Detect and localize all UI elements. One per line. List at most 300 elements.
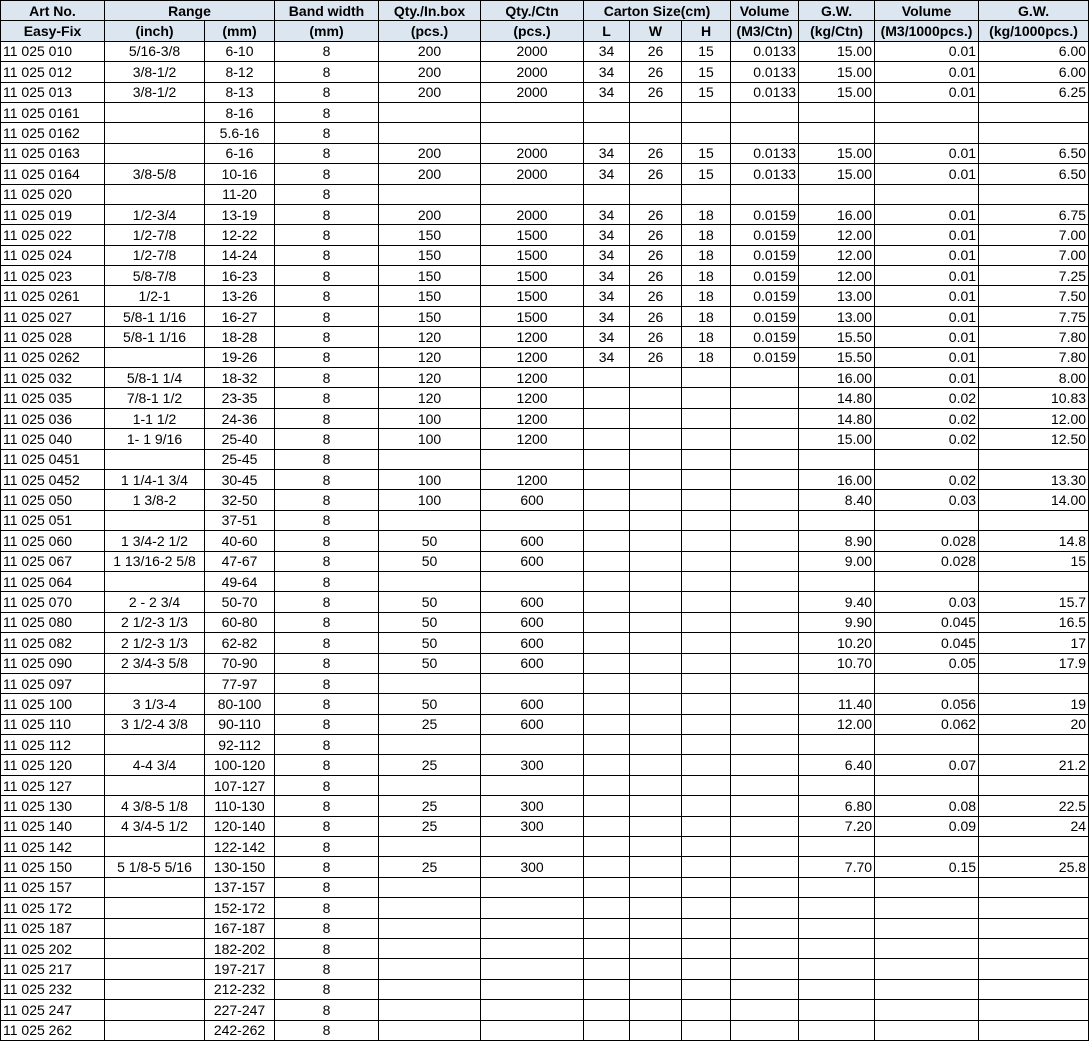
cell-qty-inbox: 100 bbox=[379, 469, 481, 489]
cell-band-width: 8 bbox=[275, 531, 379, 551]
cell-carton-h: 18 bbox=[682, 306, 731, 326]
table-row bbox=[1, 41, 1089, 61]
cell-gw-ctn: 15.00 bbox=[799, 164, 875, 184]
cell-volume-ctn bbox=[731, 938, 799, 958]
cell-carton-w bbox=[630, 408, 682, 428]
table-row bbox=[1, 673, 1089, 693]
table-row bbox=[1, 204, 1089, 224]
cell-band-width: 8 bbox=[275, 612, 379, 632]
cell-qty-inbox: 200 bbox=[379, 164, 481, 184]
header-carton-w: W bbox=[630, 21, 682, 41]
cell-carton-h: 15 bbox=[682, 62, 731, 82]
cell-volume-1000 bbox=[875, 571, 979, 591]
cell-gw-1000: 7.50 bbox=[979, 286, 1089, 306]
cell-carton-l bbox=[584, 531, 630, 551]
cell-qty-inbox bbox=[379, 571, 481, 591]
cell-range-mm: 182-202 bbox=[205, 938, 275, 958]
cell-range-inch: 1/2-7/8 bbox=[105, 225, 205, 245]
cell-carton-l bbox=[584, 633, 630, 653]
cell-art-no: 11 025 012 bbox=[1, 62, 105, 82]
cell-volume-1000: 0.028 bbox=[875, 551, 979, 571]
cell-carton-w bbox=[630, 429, 682, 449]
cell-gw-ctn bbox=[799, 837, 875, 857]
cell-carton-h: 18 bbox=[682, 266, 731, 286]
cell-carton-h bbox=[682, 571, 731, 591]
cell-volume-ctn bbox=[731, 184, 799, 204]
cell-carton-h bbox=[682, 510, 731, 530]
cell-qty-inbox: 100 bbox=[379, 429, 481, 449]
cell-volume-1000 bbox=[875, 918, 979, 938]
cell-volume-ctn bbox=[731, 816, 799, 836]
cell-band-width: 8 bbox=[275, 1020, 379, 1040]
cell-band-width: 8 bbox=[275, 368, 379, 388]
cell-volume-1000 bbox=[875, 510, 979, 530]
cell-qty-inbox bbox=[379, 735, 481, 755]
cell-carton-w: 26 bbox=[630, 306, 682, 326]
cell-band-width: 8 bbox=[275, 979, 379, 999]
cell-carton-l bbox=[584, 837, 630, 857]
cell-art-no: 11 025 110 bbox=[1, 714, 105, 734]
cell-volume-1000: 0.056 bbox=[875, 694, 979, 714]
table-row bbox=[1, 62, 1089, 82]
cell-qty-ctn: 1500 bbox=[481, 266, 584, 286]
cell-art-no: 11 025 070 bbox=[1, 592, 105, 612]
cell-volume-ctn: 0.0133 bbox=[731, 164, 799, 184]
cell-range-mm: 14-24 bbox=[205, 245, 275, 265]
cell-art-no: 11 025 035 bbox=[1, 388, 105, 408]
cell-volume-ctn bbox=[731, 979, 799, 999]
cell-carton-l bbox=[584, 1020, 630, 1040]
cell-gw-1000: 12.50 bbox=[979, 429, 1089, 449]
cell-carton-w bbox=[630, 490, 682, 510]
cell-carton-w: 26 bbox=[630, 225, 682, 245]
cell-range-inch: 1-1 1/2 bbox=[105, 408, 205, 428]
cell-carton-h bbox=[682, 775, 731, 795]
header-carton-h: H bbox=[682, 21, 731, 41]
cell-gw-1000 bbox=[979, 959, 1089, 979]
cell-volume-1000: 0.01 bbox=[875, 204, 979, 224]
table-row bbox=[1, 612, 1089, 632]
cell-art-no: 11 025 027 bbox=[1, 306, 105, 326]
cell-carton-h bbox=[682, 633, 731, 653]
table-row bbox=[1, 633, 1089, 653]
table-row bbox=[1, 327, 1089, 347]
cell-range-inch bbox=[105, 347, 205, 367]
cell-gw-ctn: 12.00 bbox=[799, 225, 875, 245]
cell-gw-ctn: 6.80 bbox=[799, 796, 875, 816]
cell-carton-l: 34 bbox=[584, 143, 630, 163]
cell-qty-inbox bbox=[379, 918, 481, 938]
cell-volume-1000: 0.15 bbox=[875, 857, 979, 877]
cell-carton-h bbox=[682, 102, 731, 122]
cell-gw-1000 bbox=[979, 918, 1089, 938]
table-row bbox=[1, 918, 1089, 938]
cell-qty-inbox bbox=[379, 959, 481, 979]
header-qty-inbox: Qty./In.box bbox=[379, 1, 481, 21]
cell-art-no: 11 025 0161 bbox=[1, 102, 105, 122]
cell-carton-w bbox=[630, 653, 682, 673]
header-band-width: Band width bbox=[275, 1, 379, 21]
cell-art-no: 11 025 050 bbox=[1, 490, 105, 510]
cell-gw-1000: 10.83 bbox=[979, 388, 1089, 408]
cell-range-mm: 18-32 bbox=[205, 368, 275, 388]
cell-volume-ctn bbox=[731, 735, 799, 755]
header-gw-ctn-unit: (kg/Ctn) bbox=[799, 21, 875, 41]
table-row bbox=[1, 143, 1089, 163]
table-row bbox=[1, 266, 1089, 286]
cell-volume-1000 bbox=[875, 877, 979, 897]
cell-carton-h: 18 bbox=[682, 347, 731, 367]
cell-range-mm: 80-100 bbox=[205, 694, 275, 714]
table-row bbox=[1, 490, 1089, 510]
cell-volume-1000: 0.01 bbox=[875, 306, 979, 326]
cell-carton-w bbox=[630, 673, 682, 693]
cell-gw-ctn: 15.00 bbox=[799, 429, 875, 449]
header-gw-1000-unit: (kg/1000pcs.) bbox=[979, 21, 1089, 41]
cell-qty-inbox: 50 bbox=[379, 551, 481, 571]
cell-band-width: 8 bbox=[275, 204, 379, 224]
cell-carton-w bbox=[630, 735, 682, 755]
cell-qty-ctn bbox=[481, 735, 584, 755]
cell-range-inch bbox=[105, 877, 205, 897]
cell-volume-ctn bbox=[731, 653, 799, 673]
cell-volume-ctn bbox=[731, 857, 799, 877]
cell-volume-ctn bbox=[731, 123, 799, 143]
cell-gw-ctn bbox=[799, 918, 875, 938]
cell-art-no: 11 025 020 bbox=[1, 184, 105, 204]
cell-carton-w bbox=[630, 388, 682, 408]
cell-qty-ctn: 300 bbox=[481, 857, 584, 877]
header-volume-1000: Volume bbox=[875, 1, 979, 21]
cell-carton-h bbox=[682, 898, 731, 918]
table-row bbox=[1, 347, 1089, 367]
cell-range-mm: 62-82 bbox=[205, 633, 275, 653]
cell-range-mm: 107-127 bbox=[205, 775, 275, 795]
cell-qty-ctn: 1200 bbox=[481, 347, 584, 367]
cell-band-width: 8 bbox=[275, 959, 379, 979]
cell-qty-ctn bbox=[481, 123, 584, 143]
cell-band-width: 8 bbox=[275, 571, 379, 591]
table-row bbox=[1, 775, 1089, 795]
cell-range-inch: 1 3/8-2 bbox=[105, 490, 205, 510]
cell-carton-h bbox=[682, 673, 731, 693]
cell-range-mm: 77-97 bbox=[205, 673, 275, 693]
cell-art-no: 11 025 060 bbox=[1, 531, 105, 551]
cell-gw-ctn: 7.20 bbox=[799, 816, 875, 836]
table-row bbox=[1, 306, 1089, 326]
cell-art-no: 11 025 082 bbox=[1, 633, 105, 653]
header-range: Range bbox=[105, 1, 275, 21]
cell-qty-ctn: 1200 bbox=[481, 429, 584, 449]
cell-range-inch: 3/8-1/2 bbox=[105, 62, 205, 82]
cell-carton-h bbox=[682, 429, 731, 449]
cell-volume-ctn bbox=[731, 490, 799, 510]
cell-qty-ctn: 1200 bbox=[481, 368, 584, 388]
cell-range-inch: 7/8-1 1/2 bbox=[105, 388, 205, 408]
cell-gw-ctn: 9.00 bbox=[799, 551, 875, 571]
cell-gw-ctn bbox=[799, 184, 875, 204]
cell-carton-w bbox=[630, 857, 682, 877]
cell-range-inch: 5/8-7/8 bbox=[105, 266, 205, 286]
header-qty-inbox-unit: (pcs.) bbox=[379, 21, 481, 41]
cell-qty-ctn: 1500 bbox=[481, 306, 584, 326]
cell-qty-inbox: 50 bbox=[379, 592, 481, 612]
cell-gw-1000: 12.00 bbox=[979, 408, 1089, 428]
cell-gw-1000: 14.00 bbox=[979, 490, 1089, 510]
table-row bbox=[1, 245, 1089, 265]
cell-carton-h: 18 bbox=[682, 225, 731, 245]
cell-range-mm: 23-35 bbox=[205, 388, 275, 408]
cell-volume-1000: 0.03 bbox=[875, 490, 979, 510]
cell-band-width: 8 bbox=[275, 490, 379, 510]
cell-gw-1000: 7.00 bbox=[979, 225, 1089, 245]
cell-carton-l bbox=[584, 1000, 630, 1020]
cell-gw-1000: 22.5 bbox=[979, 796, 1089, 816]
cell-range-mm: 6-10 bbox=[205, 41, 275, 61]
cell-carton-l bbox=[584, 571, 630, 591]
cell-gw-ctn: 15.00 bbox=[799, 62, 875, 82]
cell-qty-inbox: 25 bbox=[379, 796, 481, 816]
cell-range-inch: 3 1/3-4 bbox=[105, 694, 205, 714]
cell-range-inch: 2 3/4-3 5/8 bbox=[105, 653, 205, 673]
cell-qty-ctn: 300 bbox=[481, 796, 584, 816]
cell-volume-1000 bbox=[875, 735, 979, 755]
cell-carton-w bbox=[630, 1000, 682, 1020]
cell-band-width: 8 bbox=[275, 184, 379, 204]
cell-volume-ctn: 0.0133 bbox=[731, 41, 799, 61]
cell-carton-l bbox=[584, 612, 630, 632]
cell-qty-ctn: 1200 bbox=[481, 327, 584, 347]
cell-carton-l bbox=[584, 490, 630, 510]
cell-carton-w bbox=[630, 592, 682, 612]
cell-gw-ctn: 11.40 bbox=[799, 694, 875, 714]
cell-gw-1000 bbox=[979, 1000, 1089, 1020]
cell-qty-ctn: 1200 bbox=[481, 408, 584, 428]
cell-qty-inbox bbox=[379, 184, 481, 204]
cell-carton-l: 34 bbox=[584, 347, 630, 367]
cell-gw-ctn: 13.00 bbox=[799, 306, 875, 326]
header-art-no: Art No. bbox=[1, 1, 105, 21]
cell-qty-inbox: 150 bbox=[379, 266, 481, 286]
cell-art-no: 11 025 120 bbox=[1, 755, 105, 775]
cell-carton-w bbox=[630, 755, 682, 775]
cell-carton-w: 26 bbox=[630, 82, 682, 102]
header-range-inch: (inch) bbox=[105, 21, 205, 41]
cell-carton-h bbox=[682, 490, 731, 510]
cell-qty-ctn bbox=[481, 184, 584, 204]
cell-gw-ctn: 8.40 bbox=[799, 490, 875, 510]
cell-range-inch: 4-4 3/4 bbox=[105, 755, 205, 775]
cell-volume-1000: 0.01 bbox=[875, 225, 979, 245]
cell-qty-ctn: 2000 bbox=[481, 41, 584, 61]
cell-carton-l bbox=[584, 592, 630, 612]
table-row bbox=[1, 877, 1089, 897]
cell-carton-w bbox=[630, 714, 682, 734]
cell-gw-ctn: 15.00 bbox=[799, 143, 875, 163]
cell-qty-inbox bbox=[379, 938, 481, 958]
cell-carton-h bbox=[682, 837, 731, 857]
table-row bbox=[1, 898, 1089, 918]
cell-qty-inbox: 150 bbox=[379, 225, 481, 245]
cell-volume-1000 bbox=[875, 959, 979, 979]
cell-volume-1000 bbox=[875, 184, 979, 204]
cell-volume-1000 bbox=[875, 979, 979, 999]
cell-qty-ctn: 600 bbox=[481, 694, 584, 714]
cell-carton-w bbox=[630, 694, 682, 714]
cell-carton-l bbox=[584, 735, 630, 755]
cell-volume-1000: 0.01 bbox=[875, 245, 979, 265]
cell-qty-ctn: 600 bbox=[481, 531, 584, 551]
table-row bbox=[1, 571, 1089, 591]
cell-volume-1000 bbox=[875, 1020, 979, 1040]
cell-band-width: 8 bbox=[275, 62, 379, 82]
cell-volume-1000: 0.08 bbox=[875, 796, 979, 816]
cell-range-mm: 37-51 bbox=[205, 510, 275, 530]
cell-volume-ctn bbox=[731, 102, 799, 122]
cell-qty-ctn: 2000 bbox=[481, 204, 584, 224]
cell-carton-l bbox=[584, 102, 630, 122]
cell-qty-ctn bbox=[481, 918, 584, 938]
cell-qty-inbox bbox=[379, 877, 481, 897]
cell-volume-ctn: 0.0133 bbox=[731, 143, 799, 163]
cell-carton-w bbox=[630, 449, 682, 469]
cell-range-inch bbox=[105, 510, 205, 530]
cell-band-width: 8 bbox=[275, 388, 379, 408]
cell-gw-ctn bbox=[799, 959, 875, 979]
cell-carton-w: 26 bbox=[630, 266, 682, 286]
cell-carton-l: 34 bbox=[584, 164, 630, 184]
cell-range-mm: 49-64 bbox=[205, 571, 275, 591]
cell-qty-inbox: 150 bbox=[379, 306, 481, 326]
cell-band-width: 8 bbox=[275, 714, 379, 734]
cell-qty-ctn bbox=[481, 673, 584, 693]
cell-carton-w bbox=[630, 102, 682, 122]
cell-gw-1000: 7.80 bbox=[979, 327, 1089, 347]
cell-carton-h: 15 bbox=[682, 143, 731, 163]
cell-gw-1000 bbox=[979, 1020, 1089, 1040]
cell-carton-l: 34 bbox=[584, 286, 630, 306]
table-row bbox=[1, 510, 1089, 530]
cell-art-no: 11 025 150 bbox=[1, 857, 105, 877]
cell-carton-w bbox=[630, 1020, 682, 1040]
header-carton-l: L bbox=[584, 21, 630, 41]
table-row bbox=[1, 938, 1089, 958]
cell-range-inch bbox=[105, 898, 205, 918]
cell-range-inch: 1 13/16-2 5/8 bbox=[105, 551, 205, 571]
header-band-width-unit: (mm) bbox=[275, 21, 379, 41]
cell-qty-inbox: 200 bbox=[379, 41, 481, 61]
cell-qty-ctn bbox=[481, 1000, 584, 1020]
cell-art-no: 11 025 130 bbox=[1, 796, 105, 816]
cell-qty-inbox bbox=[379, 510, 481, 530]
cell-range-mm: 10-16 bbox=[205, 164, 275, 184]
cell-range-inch: 3/8-5/8 bbox=[105, 164, 205, 184]
cell-carton-h bbox=[682, 449, 731, 469]
cell-volume-1000 bbox=[875, 837, 979, 857]
cell-volume-1000: 0.03 bbox=[875, 592, 979, 612]
cell-range-inch: 3/8-1/2 bbox=[105, 82, 205, 102]
cell-carton-h bbox=[682, 1000, 731, 1020]
table-row bbox=[1, 449, 1089, 469]
cell-band-width: 8 bbox=[275, 653, 379, 673]
cell-range-inch bbox=[105, 102, 205, 122]
cell-band-width: 8 bbox=[275, 469, 379, 489]
table-row bbox=[1, 837, 1089, 857]
cell-qty-inbox: 120 bbox=[379, 327, 481, 347]
header-row-1 bbox=[1, 1, 1089, 21]
cell-qty-inbox: 100 bbox=[379, 408, 481, 428]
cell-range-mm: 16-27 bbox=[205, 306, 275, 326]
cell-range-mm: 32-50 bbox=[205, 490, 275, 510]
cell-gw-1000: 17.9 bbox=[979, 653, 1089, 673]
cell-band-width: 8 bbox=[275, 164, 379, 184]
table-row bbox=[1, 1020, 1089, 1040]
cell-carton-h bbox=[682, 735, 731, 755]
cell-range-mm: 8-16 bbox=[205, 102, 275, 122]
cell-volume-1000 bbox=[875, 102, 979, 122]
cell-volume-1000: 0.01 bbox=[875, 143, 979, 163]
cell-gw-1000: 24 bbox=[979, 816, 1089, 836]
cell-band-width: 8 bbox=[275, 938, 379, 958]
cell-art-no: 11 025 010 bbox=[1, 41, 105, 61]
cell-carton-w bbox=[630, 510, 682, 530]
cell-qty-inbox: 200 bbox=[379, 204, 481, 224]
cell-qty-ctn: 2000 bbox=[481, 82, 584, 102]
cell-carton-h bbox=[682, 694, 731, 714]
cell-qty-inbox: 50 bbox=[379, 653, 481, 673]
cell-carton-w bbox=[630, 571, 682, 591]
cell-range-mm: 30-45 bbox=[205, 469, 275, 489]
cell-volume-1000 bbox=[875, 938, 979, 958]
cell-band-width: 8 bbox=[275, 898, 379, 918]
cell-carton-w: 26 bbox=[630, 62, 682, 82]
cell-qty-ctn bbox=[481, 102, 584, 122]
cell-qty-ctn bbox=[481, 449, 584, 469]
cell-gw-ctn bbox=[799, 938, 875, 958]
cell-range-mm: 90-110 bbox=[205, 714, 275, 734]
cell-carton-w bbox=[630, 877, 682, 897]
cell-carton-h: 15 bbox=[682, 41, 731, 61]
cell-gw-1000 bbox=[979, 775, 1089, 795]
cell-volume-1000: 0.02 bbox=[875, 408, 979, 428]
cell-volume-ctn bbox=[731, 429, 799, 449]
cell-gw-1000 bbox=[979, 735, 1089, 755]
cell-carton-w: 26 bbox=[630, 204, 682, 224]
cell-volume-1000 bbox=[875, 1000, 979, 1020]
table-row bbox=[1, 551, 1089, 571]
cell-carton-l: 34 bbox=[584, 327, 630, 347]
cell-gw-1000: 20 bbox=[979, 714, 1089, 734]
cell-art-no: 11 025 112 bbox=[1, 735, 105, 755]
cell-qty-inbox: 120 bbox=[379, 388, 481, 408]
cell-carton-w: 26 bbox=[630, 41, 682, 61]
cell-range-mm: 16-23 bbox=[205, 266, 275, 286]
cell-carton-w bbox=[630, 898, 682, 918]
cell-gw-1000 bbox=[979, 184, 1089, 204]
cell-gw-1000 bbox=[979, 837, 1089, 857]
cell-art-no: 11 025 019 bbox=[1, 204, 105, 224]
cell-band-width: 8 bbox=[275, 266, 379, 286]
cell-art-no: 11 025 0163 bbox=[1, 143, 105, 163]
cell-band-width: 8 bbox=[275, 408, 379, 428]
cell-gw-1000: 16.5 bbox=[979, 612, 1089, 632]
cell-carton-h bbox=[682, 612, 731, 632]
cell-range-inch: 1 1/4-1 3/4 bbox=[105, 469, 205, 489]
cell-volume-ctn: 0.0159 bbox=[731, 225, 799, 245]
cell-band-width: 8 bbox=[275, 735, 379, 755]
cell-range-mm: 70-90 bbox=[205, 653, 275, 673]
cell-band-width: 8 bbox=[275, 449, 379, 469]
